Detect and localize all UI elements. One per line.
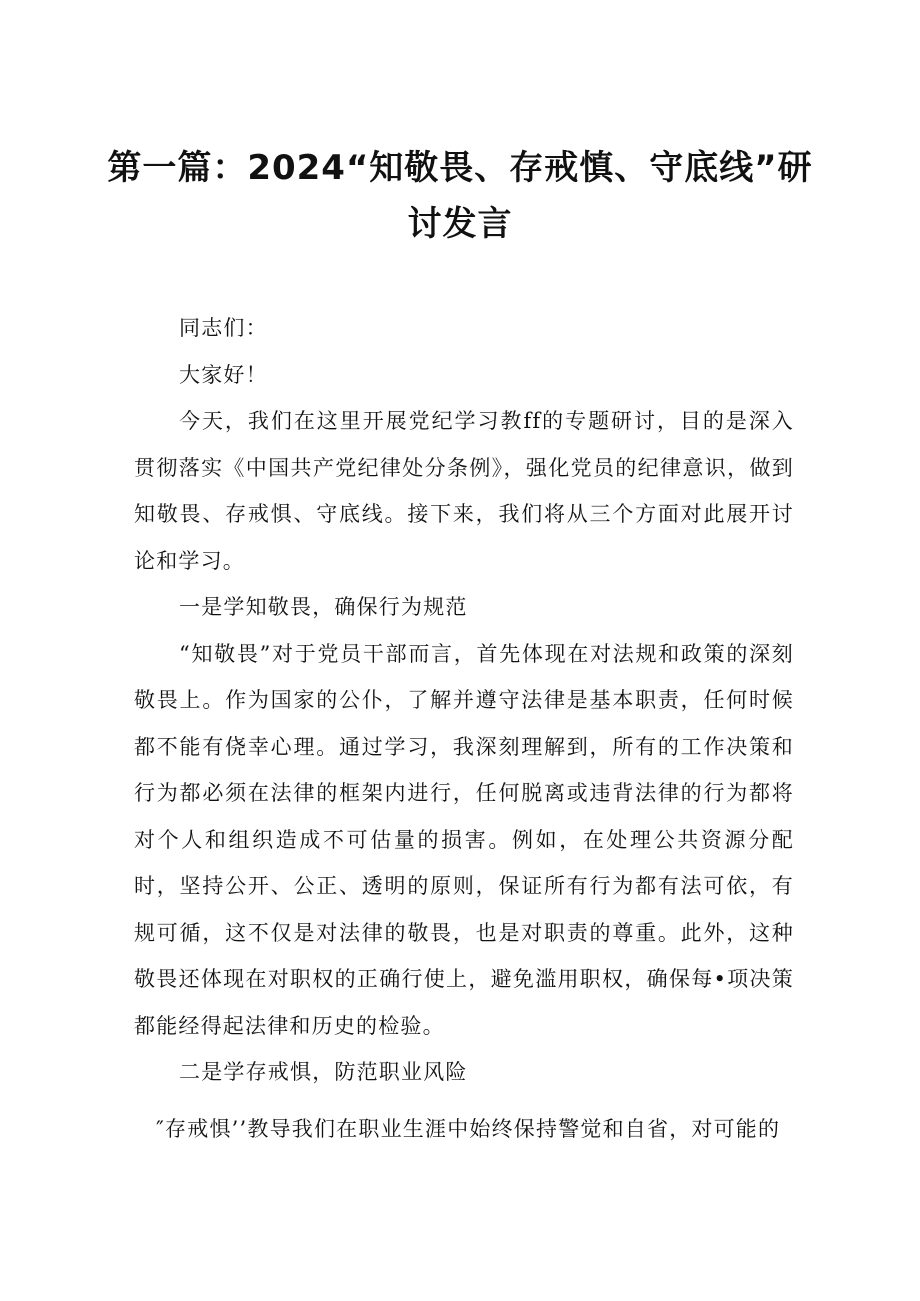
section-1-paragraph: “知敬畏”对于党员干部而言，首先体现在对法规和政策的深刻敬畏上。作为国家的公仆，了解并遵守法律是基本职责，任何时候都不能有侥幸心理。通过学习，我深刻理解到，所有的工作决策和行为都必须在法律的框架内进行，任何脱离或违背法律的行为都将对个人和组织造成不可估量的损害。例如，在处理公共资源分配时，坚持公开、公正、透明的原则，保证所有行为都有法可依，有规可循，这不仅是对法律的敬畏，也是对职责的尊重。此外，这种敬畏还体现在对职权的正确行使上，避免滥用职权，确保每•项决策都能经得起法律和历史的检验。 [134,641,794,1038]
salutation: 同志们： [179,316,268,340]
section-heading-2: 二是学存戒惧，防范职业风险 [179,1060,468,1084]
page-title [0,140,920,252]
document-body [134,305,794,1152]
title-line-2: 讨发言 [407,204,513,244]
title-line-1: 第一篇：2024“知敬畏、存戒慎、守底线”研 [107,148,813,188]
section-2-paragraph: ″存戒惧’’教导我们在职业生涯中始终保持警觉和自省，对可能的 [156,1116,781,1141]
greeting: 大家好！ [179,362,268,387]
intro-paragraph: 今天，我们在这里开展党纪学习教ff的专题研讨，目的是深入贯彻落实《中国共产党纪律处分条例》，强化党员的纪律意识，做到知敬畏、存戒惧、守底线。接下来，我们将从三个方面对此展开讨论和学习。 [134,409,794,573]
section-heading-1: 一是学知敬畏，确保行为规范 [179,595,468,619]
